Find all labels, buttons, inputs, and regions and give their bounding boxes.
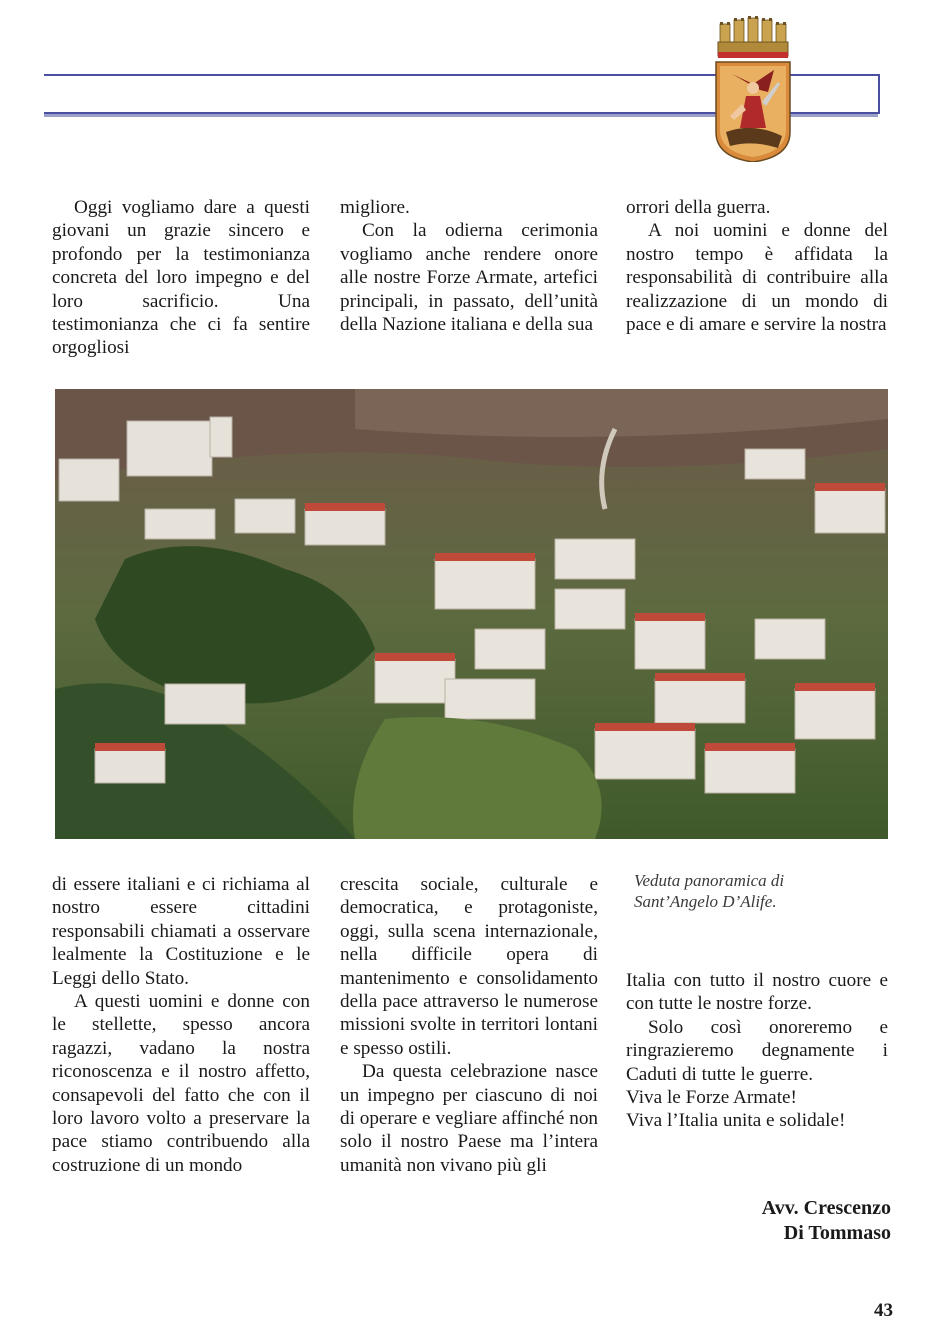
paragraph: di essere italiani e ci richiama al nostro essere cittadini responsabili chiamati a osservare lealmente la Costituzione e le Leggi dello Stato.: [52, 874, 310, 989]
paragraph: Oggi vogliamo dare a questi giovani un grazie sincero e profondo per la testimonianza concreta del loro impegno e del loro sacrificio. Una testimonianza che ci fa sentire orgogliosi: [52, 197, 310, 359]
author-signature: [762, 1196, 891, 1246]
article-column-3-top: [626, 196, 888, 336]
author-name-line: Avv. Crescenzo: [761, 1197, 891, 1219]
paragraph: A noi uomini e donne del nostro tempo è affidata la responsabilità di contribuire alla realizzazione di un mondo di pace e di amare e servire la nostra: [626, 220, 888, 336]
page-number: 43: [874, 1300, 893, 1321]
paragraph: migliore.: [340, 197, 410, 218]
town-panorama-photo: [55, 389, 888, 839]
article-column-2-top: [340, 196, 598, 336]
paragraph: Solo così onoreremo e ringrazieremo degnamente i Caduti di tutte le guerre.: [626, 1016, 888, 1085]
paragraph: orrori della guerra.: [626, 197, 771, 218]
article-column-2-bottom: [340, 873, 598, 1177]
article-column-3-bottom: [626, 969, 888, 1133]
paragraph: Con la odierna cerimonia vogliamo anche rendere onore alle nostre Forze Armate, artefici principali, in passato, dell’unità della Nazione italiana e della sua: [340, 220, 598, 336]
caption-line: Sant’Angelo D’Alife.: [634, 892, 777, 911]
author-name-line: Di Tommaso: [783, 1222, 891, 1244]
article-column-1-bottom: [52, 873, 310, 1177]
municipal-coat-of-arms-icon: [712, 12, 794, 162]
paragraph: Italia con tutto il nostro cuore e con tutte le nostre forze.: [626, 970, 888, 1015]
caption-line: Veduta panoramica di: [634, 871, 785, 890]
paragraph: Da questa celebrazione nasce un impegno per ciascuno di noi di operare e vegliare affinché non solo il nostro Paese ma l’intera umanità non vivano più gli: [340, 1061, 599, 1176]
photo-caption: [634, 870, 884, 912]
article-column-1-top: [52, 196, 310, 360]
paragraph: Viva le Forze Armate!: [626, 1087, 797, 1109]
paragraph: Viva l’Italia unita e solidale!: [626, 1110, 846, 1132]
paragraph: A questi uomini e donne con le stellette, spesso ancora ragazzi, vadano la nostra riconoscenza e il nostro affetto, consapevoli del fatto che con il loro lavoro volto a preservare la pace stiamo contribuendo alla costruzione di un mondo: [52, 991, 310, 1176]
paragraph: crescita sociale, culturale e democratica, e protagoniste, oggi, sulla scena internazionale, nella difficile opera di mantenimento e consolidamento della pace attraverso le numerose missioni svolte in territori lontani e spesso ostili.: [340, 874, 598, 1059]
